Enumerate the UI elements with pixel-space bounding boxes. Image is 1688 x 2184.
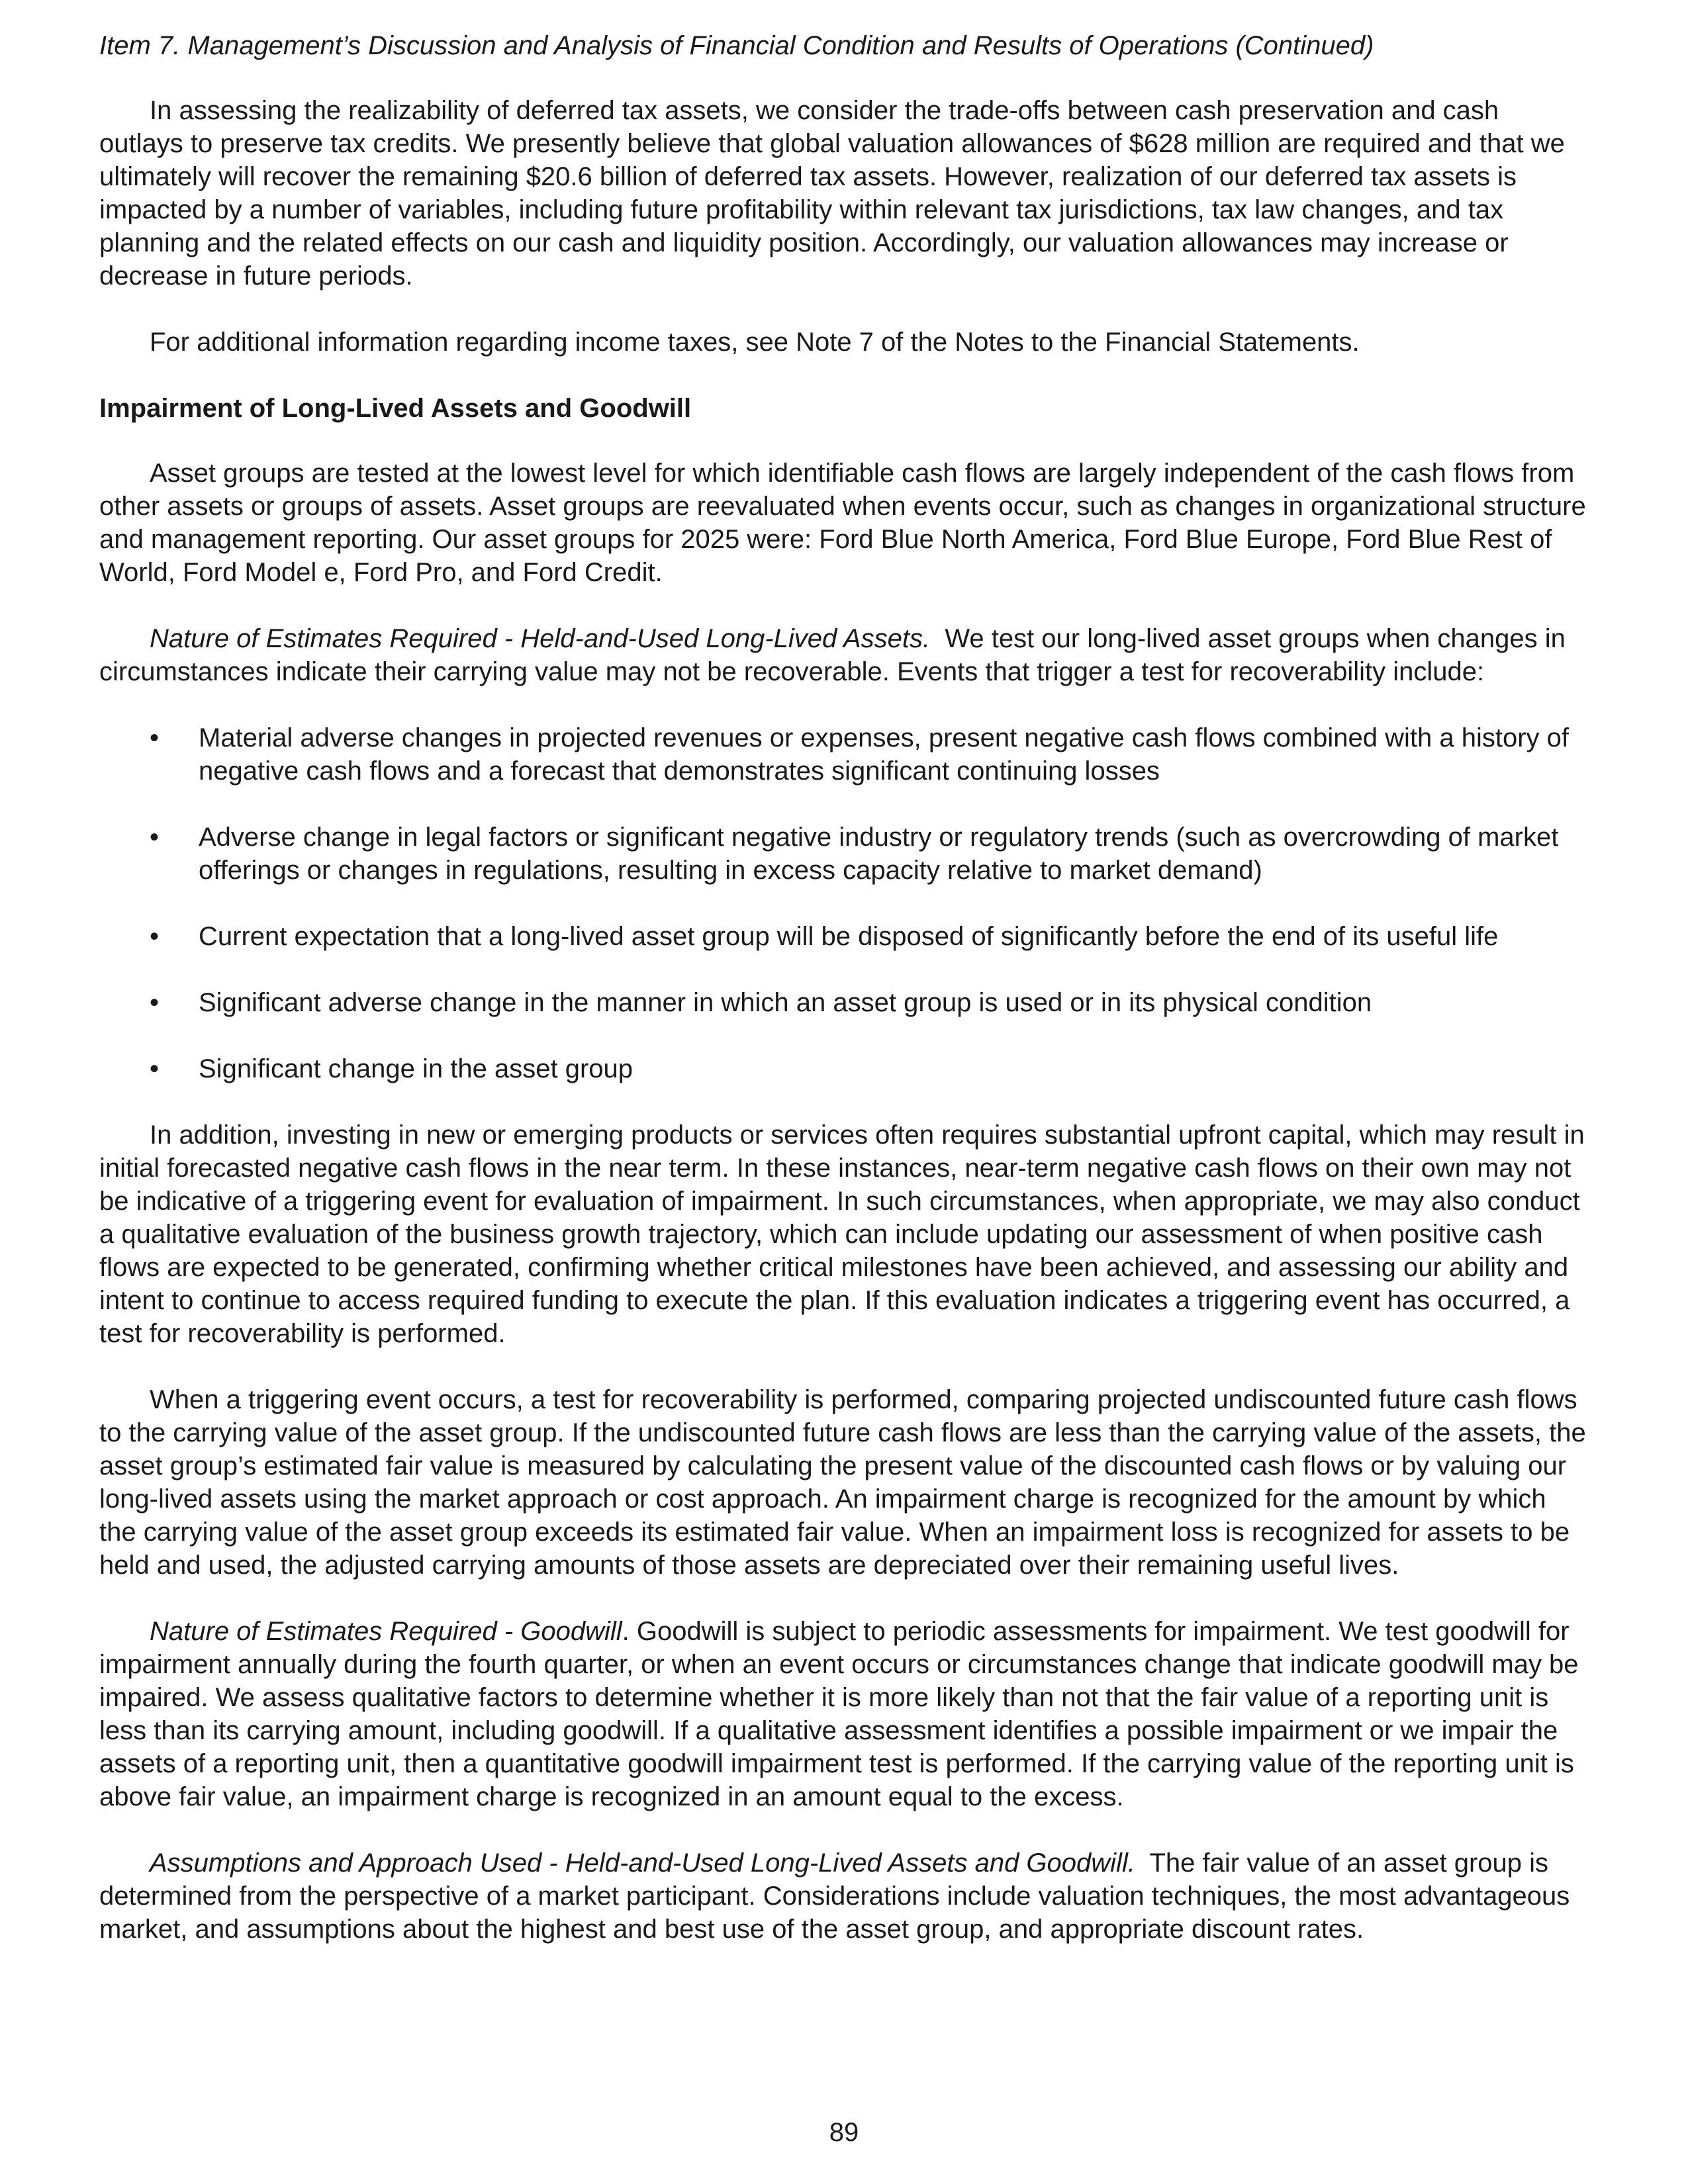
bullet-icon: • [150, 1054, 160, 1083]
bullet-icon: • [150, 988, 160, 1017]
document-page [99, 29, 1589, 1979]
assumptions-paragraph [99, 1846, 1589, 1946]
page-number: 89 [829, 2118, 859, 2147]
held-and-used-paragraph [99, 622, 1589, 688]
bullet-icon: • [150, 823, 160, 852]
list-item-text: Significant adverse change in the manner in which an asset group is used or in its physical condition [199, 988, 1372, 1017]
assumptions-label: Assumptions and Approach Used - Held-and-Used Long-Lived Assets and Goodwill. [150, 1848, 1135, 1878]
goodwill-paragraph [99, 1615, 1589, 1813]
held-and-used-text: We test our long-lived asset groups when changes in circumstances indicate their carrying value may not be recoverable. Events that trigger a test for recoverability include: [99, 624, 1566, 686]
list-item-text: Significant change in the asset group [199, 1054, 633, 1083]
goodwill-text: . Goodwill is subject to periodic assessments for impairment. We test goodwill for impairment annually during the fourth quarter, or when an event occurs or circumstances change that indicate goodwill may be impaired. We assess qualitative factors to determine whether it is more likely than not that the fair value of a reporting unit is less than its carrying amount, including goodwill. If a qualitative assessment identifies a possible impairment or we impair the assets of a reporting unit, then a quantitative goodwill impairment test is performed. If the carrying value of the reporting unit is above fair value, an impairment charge is recognized in an amount equal to the excess. [99, 1617, 1579, 1811]
list-item [99, 986, 1589, 1019]
income-tax-reference-paragraph: For additional information regarding income taxes, see Note 7 of the Notes to the Financial Statements. [150, 328, 1360, 357]
trigger-events-list [99, 721, 1589, 1085]
deferred-tax-paragraph: In assessing the realizability of deferred tax assets, we consider the trade-offs between cash preservation and cash outlays to preserve tax credits. We presently believe that global valuation allowances of $628 million are required and that we ultimately will recover the remaining $20.6 billion of deferred tax assets. However, realization of our deferred tax assets is impacted by a number of variables, including future profitability within relevant tax jurisdictions, tax law changes, and tax planning and the related effects on our cash and liquidity position. Accordingly, our valuation allowances may increase or decrease in future periods. [99, 96, 1565, 291]
list-item [99, 920, 1589, 953]
bullet-icon: • [150, 922, 160, 951]
recoverability-test-paragraph: When a triggering event occurs, a test for recoverability is performed, comparing projected undiscounted future cash flows to the carrying value of the asset group. If the undiscounted future cash flows are less than the carrying value of the assets, the asset group’s estimated fair value is measured by calculating the present value of the discounted cash flows or by valuing our long-lived assets using the market approach or cost approach. An impairment charge is recognized for the amount by which the carrying value of the asset group exceeds its estimated fair value. When an impairment loss is recognized for assets to be held and used, the adjusted carrying amounts of those assets are depreciated over their remaining useful lives. [99, 1385, 1586, 1580]
bullet-icon: • [150, 723, 160, 752]
list-item-text: Current expectation that a long-lived asset group will be disposed of significantly before the end of its useful life [199, 922, 1499, 951]
list-item-text: Adverse change in legal factors or significant negative industry or regulatory trends (such as overcrowding of market offerings or changes in regulations, resulting in excess capacity relative to market demand) [199, 823, 1559, 885]
asset-groups-paragraph: Asset groups are tested at the lowest level for which identifiable cash flows are largely independent of the cash flows from other assets or groups of assets. Asset groups are reevaluated when events occur, such as changes in organizational structure and management reporting. Our asset groups for 2025 were: Ford Blue North America, Ford Blue Europe, Ford Blue Rest of World, Ford Model e, Ford Pro, and Ford Credit. [99, 459, 1586, 587]
goodwill-label: Nature of Estimates Required - Goodwill [150, 1617, 622, 1646]
assumptions-text: The fair value of an asset group is determined from the perspective of a market participant. Considerations include valuation techniques, the most advantageous market, and assumptions about the highest and best use of the asset group, and appropriate discount rates. [99, 1848, 1570, 1944]
list-item [99, 821, 1589, 887]
emerging-products-paragraph: In addition, investing in new or emerging products or services often requires substantial upfront capital, which may result in initial forecasted negative cash flows in the near term. In these instances, near-term negative cash flows on their own may not be indicative of a triggering event for evaluation of impairment. In such circumstances, when appropriate, we may also conduct a qualitative evaluation of the business growth trajectory, which can include updating our assessment of when positive cash flows are expected to be generated, confirming whether critical milestones have been achieved, and assessing our ability and intent to continue to access required funding to execute the plan. If this evaluation indicates a triggering event has occurred, a test for recoverability is performed. [99, 1120, 1585, 1348]
held-and-used-label: Nature of Estimates Required - Held-and-Used Long-Lived Assets. [150, 624, 931, 653]
list-item-text: Material adverse changes in projected revenues or expenses, present negative cash flows combined with a history of negative cash flows and a forecast that demonstrates significant continuing losses [199, 723, 1570, 786]
list-item [99, 1052, 1589, 1085]
section-header: Item 7. Management’s Discussion and Analysis of Financial Condition and Results of Operations (Continued) [99, 31, 1374, 60]
list-item [99, 721, 1589, 788]
impairment-heading: Impairment of Long-Lived Assets and Goodwill [99, 394, 692, 423]
